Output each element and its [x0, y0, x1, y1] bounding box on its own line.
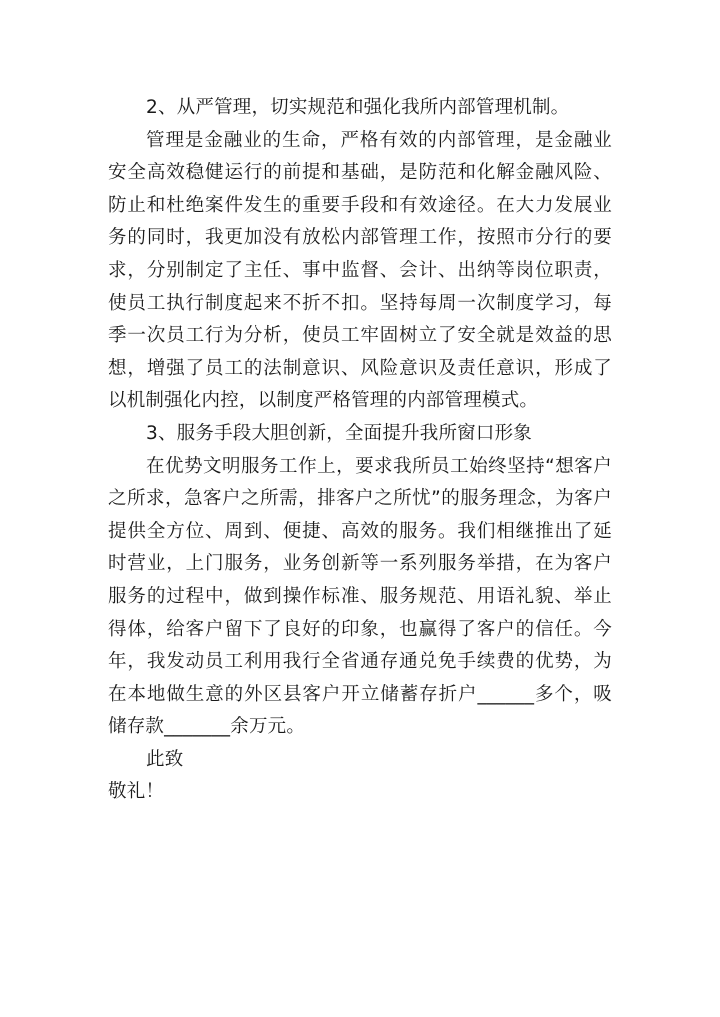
section-paragraph-3: 在优势文明服务工作上，要求我所员工始终坚持“想客户之所求，急客户之所需，排客户之所忧”的服务理念，为客户提供全方位、周到、便捷、高效的服务。我们相继推出了延时营业，上门服务，业务创新等一系列服务举措，在为客户服务的过程中，做到操作标准、服务规范、用语礼貌、举止得体，给客户留下了良好的印象，也赢得了客户的信任。今年，我发动员工利用我行全省通存通兑免手续费的优势，为在本地做生意的外区县客户开立储蓄存折户______多个，吸储存款_______余万元。 [108, 455, 612, 738]
closing-regards: 敬礼！ [108, 781, 165, 803]
section-paragraph-2: 管理是金融业的生命，严格有效的内部管理，是金融业安全高效稳健运行的前提和基础，是防范和化解金融风险、防止和杜绝案件发生的重要手段和有效途径。在大力发展业务的同时，我更加没有放松内部管理工作，按照市分行的要求，分别制定了主任、事中监督、会计、出纳等岗位职责，使员工执行制度起来不折不扣。坚持每周一次制度学习，每季一次员工行为分析，使员工牢固树立了安全就是效益的思想，增强了员工的法制意识、风险意识及责任意识，形成了以机制强化内控，以制度严格管理的内部管理模式。 [108, 129, 612, 412]
salutation: 此致 [146, 748, 184, 770]
section-heading-3: 3、服务手段大胆创新，全面提升我所窗口形象 [146, 422, 532, 444]
section-heading-2: 2、从严管理，切实规范和强化我所内部管理机制。 [146, 97, 570, 118]
document-body [108, 92, 612, 809]
